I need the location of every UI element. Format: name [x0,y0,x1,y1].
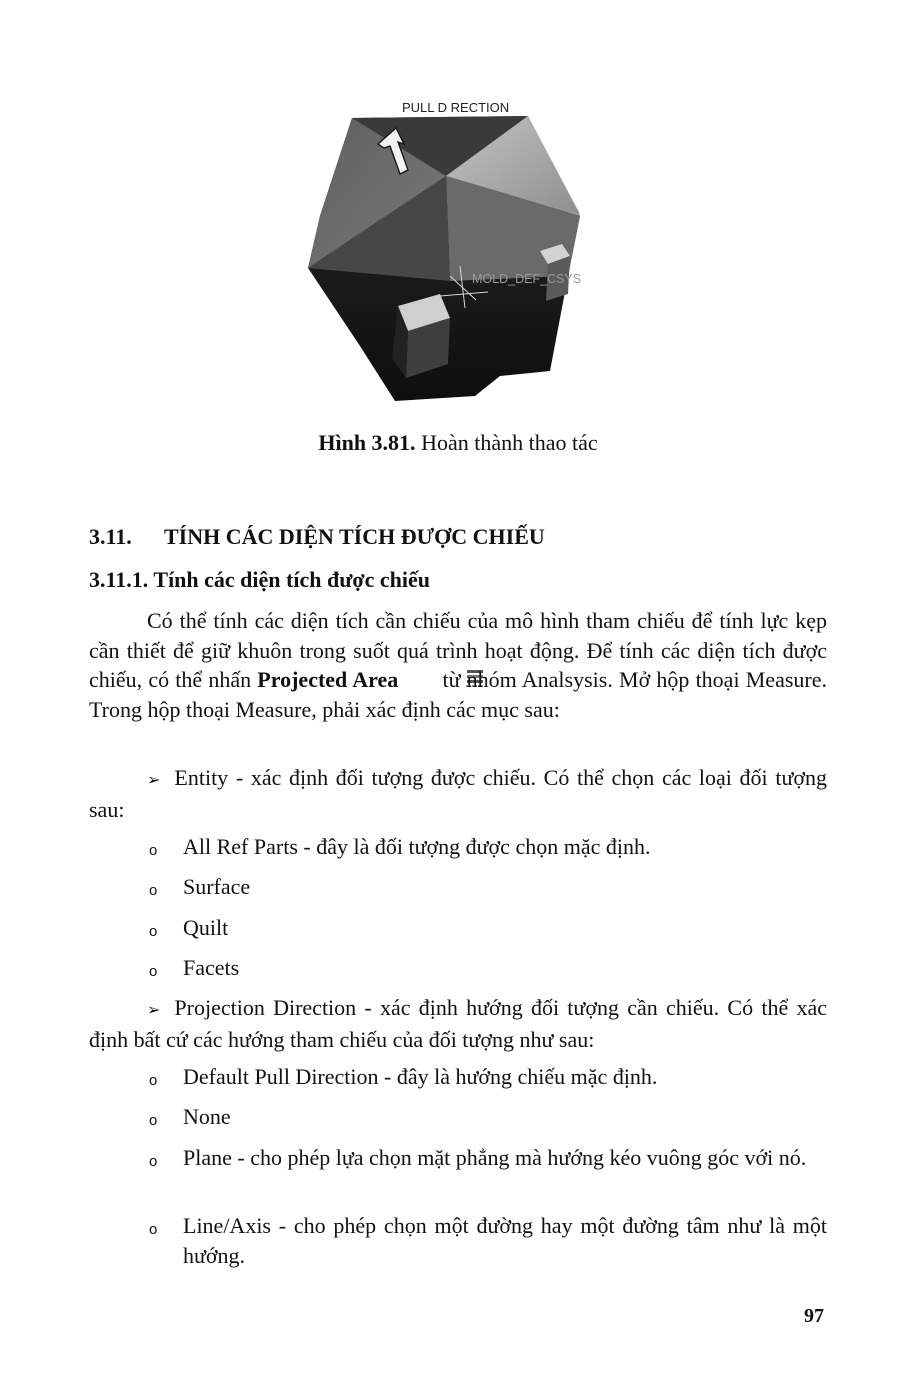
projected-area-icon [406,668,428,690]
arrow-bullet-icon: ➢ [147,770,161,789]
list-item-text: Quilt [183,915,229,940]
projected-area-term: Projected Area [257,667,399,692]
list-item [89,1062,827,1092]
list-item [89,1102,827,1132]
figure-caption [0,430,916,456]
list-item-text: Surface [183,874,251,899]
figure-3-81 [300,96,620,408]
caption-label: Hình 3.81. [318,430,416,455]
circle-bullet-icon: o [149,1153,158,1170]
list-item [89,953,827,983]
circle-bullet-icon: o [149,963,158,980]
entity-paragraph [89,763,827,824]
circle-bullet-icon: o [149,882,158,899]
list-item [89,1143,827,1173]
subsection-heading: 3.11.1. Tính các diện tích được chiếu [89,567,430,592]
entity-text: Entity - xác định đối tượng được chiếu. Có thể chọn các loại đối tượng sau: [89,765,827,822]
circle-bullet-icon: o [149,923,158,940]
caption-text: Hoàn thành thao tác [415,430,598,455]
section-number: 3.11. [89,524,132,549]
list-item [89,1211,827,1270]
list-item-text: Default Pull Direction - đây là hướng chiếu mặc định. [183,1064,658,1089]
circle-bullet-icon: o [149,1112,158,1129]
list-item [89,832,827,862]
list-item [89,913,827,943]
intro-text-1: Có thể tính các diện tích cần chiếu của mô hình tham chiếu để tính lực kẹp cần thiết để giữ khuôn trong suốt quá trình hoạt động. Để tính các diện tích được chiếu, có thể nhấn [89,608,827,692]
list-item-text: Facets [183,955,240,980]
list-item-text: Line/Axis - cho phép chọn một đường hay một đường tâm như là một hướng. [183,1213,827,1268]
intro-text-2: từ nhóm Analsysis. Mở hộp thoại Measure. Trong hộp thoại Measure, phải xác định các mục sau: [89,667,827,722]
mold-model-image [300,96,620,408]
list-item-text: All Ref Parts - đây là đối tượng được chọn mặc định. [183,834,651,859]
circle-bullet-icon: o [149,842,158,859]
arrow-bullet-icon: ➢ [147,1000,161,1019]
circle-bullet-icon: o [149,1072,158,1089]
page-number: 97 [804,1305,824,1327]
projection-text: Projection Direction - xác định hướng đối tượng cần chiếu. Có thể xác định bất cứ các hướng tham chiếu của đối tượng như sau: [89,995,827,1052]
section-title: TÍNH CÁC DIỆN TÍCH ĐƯỢC CHIẾU [164,524,545,549]
projection-paragraph [89,993,827,1054]
intro-paragraph [89,606,827,724]
circle-bullet-icon: o [149,1221,158,1238]
list-item [89,872,827,902]
section-heading [89,524,545,550]
list-item-text: Plane - cho phép lựa chọn mặt phẳng mà hướng kéo vuông góc với nó. [183,1145,807,1170]
pull-direction-label: PULL D RECTION [402,100,510,115]
csys-label: MOLD_DEF_CSYS [472,272,582,286]
list-item-text: None [183,1104,231,1129]
